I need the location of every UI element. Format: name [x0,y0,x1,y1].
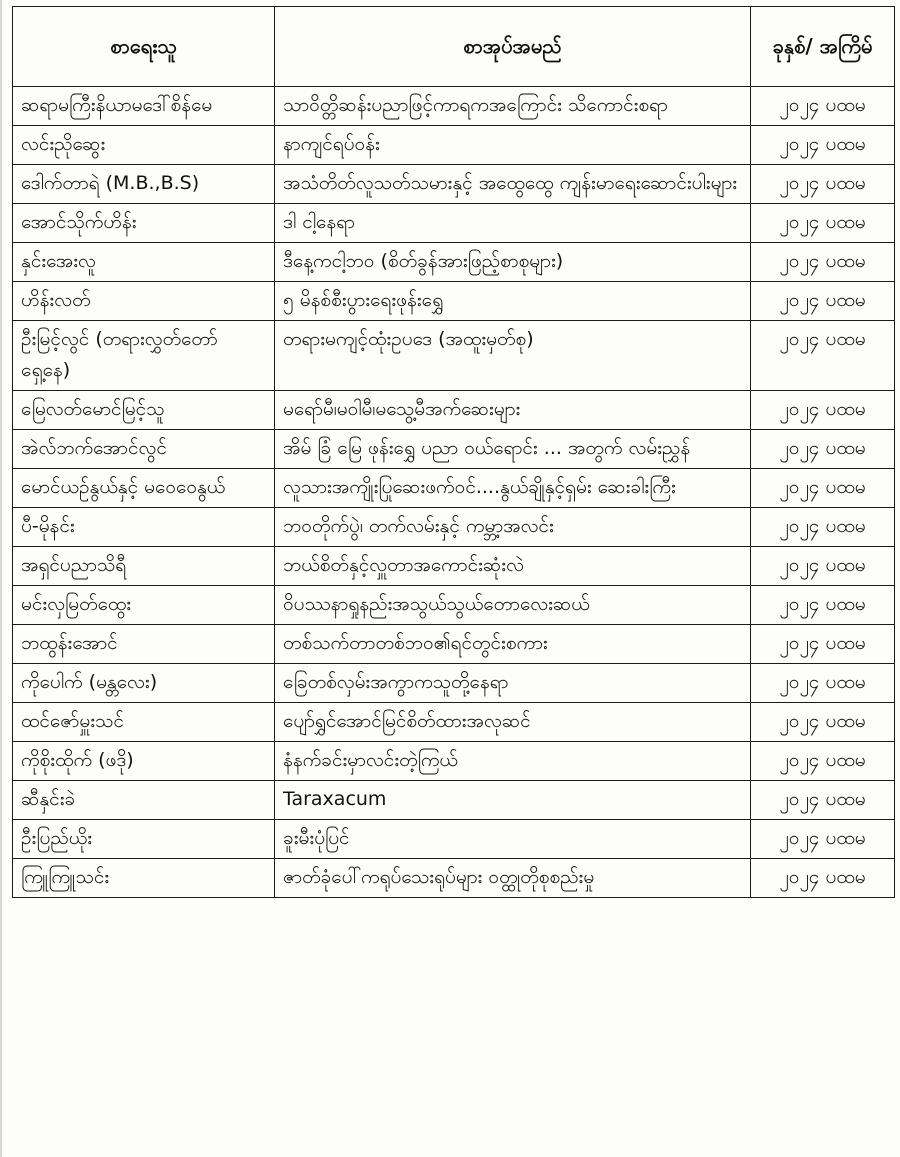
header-title: စာအုပ်အမည် [275,7,751,87]
cell-title: ဘယ်စိတ်နှင့်လှူတာအကောင်းဆုံးလဲ [275,547,751,586]
cell-title: ဝိပဿနာရှုနည်းအသွယ်သွယ်တောလေးဆယ် [275,586,751,625]
table-row [13,321,895,391]
cell-year: ၂၀၂၄ ပထမ [751,430,895,469]
table-row [13,126,895,165]
cell-author: မြေလတ်မောင်မြင့်သူ [13,391,275,430]
table-row [13,742,895,781]
cell-year: ၂၀၂၄ ပထမ [751,547,895,586]
cell-author: ကိုပေါက် (မန္တလေး) [13,664,275,703]
table-row [13,165,895,204]
cell-title: ဘဝတိုက်ပွဲ၊ တက်လမ်းနှင့် ကမ္ဘာ့အလင်း [275,508,751,547]
cell-title: အသံတိတ်လူသတ်သမားနှင့် အထွေထွေ ကျန်းမာရေးဆောင်းပါးများ [275,165,751,204]
cell-author: ကြူကြူသင်း [13,859,275,898]
cell-year: ၂၀၂၄ ပထမ [751,742,895,781]
cell-year: ၂၀၂၄ ပထမ [751,204,895,243]
cell-title: ခူးမီးပုံပြင် [275,820,751,859]
table-row [13,586,895,625]
cell-year: ၂၀၂၄ ပထမ [751,282,895,321]
cell-author: အရှင်ပညာသိရီ [13,547,275,586]
cell-title: ဇာတ်ခုံပေါ်ကရုပ်သေးရုပ်များ ဝတ္ထုတိုစုစည်းမှု [275,859,751,898]
cell-year: ၂၀၂၄ ပထမ [751,321,895,391]
cell-author: နှင်းအေးလူ [13,243,275,282]
table-row [13,820,895,859]
cell-title: ၅ မိနစ်စီးပွားရေးဖုန်းရွှေ [275,282,751,321]
table-row [13,859,895,898]
table-row [13,391,895,430]
cell-year: ၂၀၂၄ ပထမ [751,820,895,859]
cell-year: ၂၀၂၄ ပထမ [751,664,895,703]
cell-title: နံနက်ခင်းမှာလင်းတဲ့ကြယ် [275,742,751,781]
table-body [13,87,895,898]
cell-title: အိမ် ခြံ မြေ ဖုန်းရွှေ ပညာ ဝယ်ရောင်း ... အတွက် လမ်းညွှန် [275,430,751,469]
cell-title: မရော်မီ၊မဝါမီ၊မသွေ့မီအက်ဆေးများ [275,391,751,430]
cell-author: ဆရာမကြီးနိယာမဒေါ်စိန်မေ [13,87,275,126]
header-author: စာရေးသူ [13,7,275,87]
table-row [13,430,895,469]
cell-title: ဒီနေ့ကငါ့ဘဝ (စိတ်ခွန်အားဖြည့်စာစုများ) [275,243,751,282]
table-row [13,703,895,742]
cell-title: တရားမကျင့်ထုံးဥပဒေ (အထူးမှတ်စု) [275,321,751,391]
table-row [13,282,895,321]
table-row [13,547,895,586]
table-row [13,243,895,282]
cell-year: ၂၀၂၄ ပထမ [751,781,895,820]
cell-author: ထင်ဇော်မှူးသင် [13,703,275,742]
cell-year: ၂၀၂၄ ပထမ [751,508,895,547]
page-edge [0,0,2,1157]
cell-year: ၂၀၂၄ ပထမ [751,703,895,742]
cell-title: တစ်သက်တာတစ်ဘဝ၏ရင်တွင်းစကား [275,625,751,664]
table-row [13,508,895,547]
table-row [13,781,895,820]
cell-author: အဲလ်ဘက်အောင်လွင် [13,430,275,469]
cell-author: လင်းညိုဆွေး [13,126,275,165]
cell-author: ဘထွန်းအောင် [13,625,275,664]
table-row [13,204,895,243]
cell-author: မောင်ယဉ်နွယ်နှင့် မဝေဝေနွယ် [13,469,275,508]
cell-title: Taraxacum [275,781,751,820]
cell-author: ဦးမြင့်လွင် (တရားလွှတ်တော်ရှေ့နေ) [13,321,275,391]
cell-author: ဟိန်းလတ် [13,282,275,321]
cell-year: ၂၀၂၄ ပထမ [751,87,895,126]
header-year: ခုနှစ်/ အကြိမ် [751,7,895,87]
cell-year: ၂၀၂၄ ပထမ [751,391,895,430]
cell-author: မင်းလှမြတ်ထွေး [13,586,275,625]
table-row [13,664,895,703]
cell-title: ပျော်ရွှင်အောင်မြင်စိတ်ထားအလုဆင် [275,703,751,742]
table-row [13,87,895,126]
cell-author: အောင်သိုက်ဟိန်း [13,204,275,243]
cell-year: ၂၀၂၄ ပထမ [751,165,895,204]
cell-title: ခြေတစ်လှမ်းအကွာကသူတို့နေရာ [275,664,751,703]
cell-author: ဒေါက်တာရဲ (M.B.,B.S) [13,165,275,204]
table-row [13,469,895,508]
cell-year: ၂၀၂၄ ပထမ [751,126,895,165]
cell-year: ၂၀၂၄ ပထမ [751,625,895,664]
book-list-table [12,6,895,898]
table-header-row [13,7,895,87]
cell-year: ၂၀၂၄ ပထမ [751,859,895,898]
cell-author: ပီ-မိုနင်း [13,508,275,547]
table-row [13,625,895,664]
cell-title: လူသားအကျိုးပြုဆေးဖက်ဝင်....နွယ်ချိုနှင့်ရှမ်း ဆေးခါးကြီး [275,469,751,508]
cell-title: နာကျင်ရပ်ဝန်း [275,126,751,165]
cell-year: ၂၀၂၄ ပထမ [751,469,895,508]
cell-year: ၂၀၂၄ ပထမ [751,586,895,625]
cell-title: သာဝိတ္တိဆန်းပညာဖြင့်ကာရကအကြောင်း သိကောင်းစရာ [275,87,751,126]
cell-title: ဒါ ငါ့နေရာ [275,204,751,243]
cell-year: ၂၀၂၄ ပထမ [751,243,895,282]
cell-author: ဦးပြည်ယိုး [13,820,275,859]
cell-author: ဆီနှင်းခဲ [13,781,275,820]
cell-author: ကိုစိုးထိုက် (ဖဒို) [13,742,275,781]
